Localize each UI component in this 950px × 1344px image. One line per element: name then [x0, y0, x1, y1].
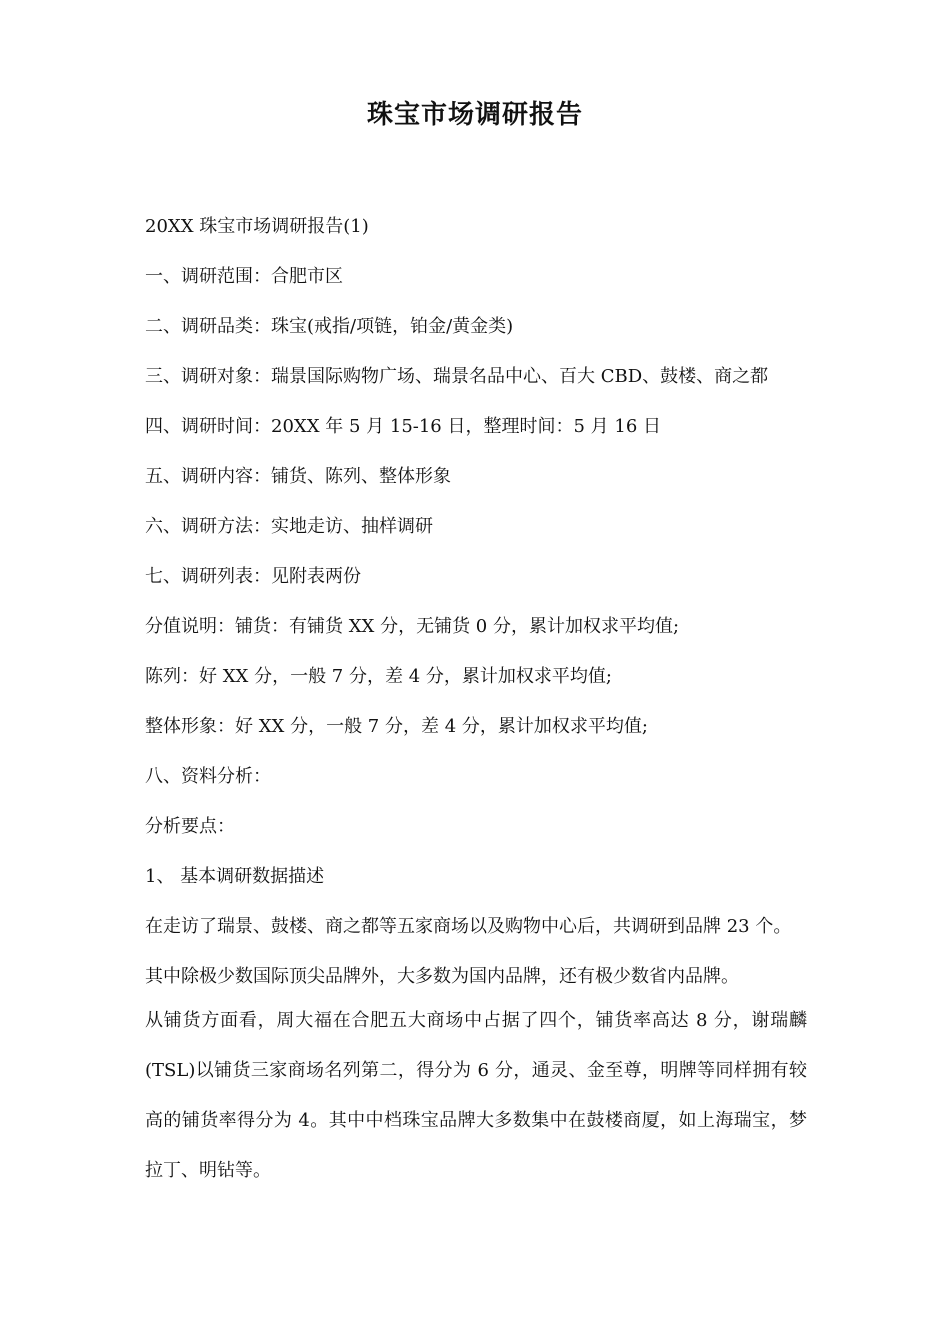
line-score-display: 陈列：好 XX 分，一般 7 分，差 4 分，累计加权求平均值; [145, 666, 612, 687]
line-survey-targets: 三、调研对象：瑞景国际购物广场、瑞景名品中心、百大 CBD、鼓楼、商之都 [145, 366, 769, 387]
line-survey-list: 七、调研列表：见附表两份 [145, 566, 361, 587]
report-subtitle: 20XX 珠宝市场调研报告(1) [145, 216, 369, 237]
line-survey-time: 四、调研时间：20XX 年 5 月 15-16 日，整理时间：5 月 16 日 [145, 416, 662, 437]
line-score-note: 分值说明：铺货：有铺货 XX 分，无铺货 0 分，累计加权求平均值; [145, 616, 680, 637]
line-basic-description: 1、 基本调研数据描述 [145, 866, 325, 887]
line-survey-method: 六、调研方法：实地走访、抽样调研 [145, 516, 433, 537]
line-score-image: 整体形象：好 XX 分，一般 7 分，差 4 分，累计加权求平均值; [145, 716, 648, 737]
line-visit-summary: 在走访了瑞景、鼓楼、商之都等五家商场以及购物中心后，共调研到品牌 23 个。 [145, 916, 792, 937]
line-analysis-points: 分析要点： [145, 816, 235, 837]
distribution-paragraph: 从铺货方面看，周大福在合肥五大商场中占据了四个，铺货率高达 8 分，谢瑞麟(TSL)以铺货三家商场名列第二，得分为 6 分，通灵、金至尊，明牌等同样拥有较高的铺货率得分为 4。其中中档珠宝品牌大多数集中在鼓楼商厦，如上海瑞宝，梦拉丁、明钻等。 [145, 1010, 807, 1181]
line-data-analysis: 八、资料分析： [145, 766, 271, 787]
line-survey-content: 五、调研内容：铺货、陈列、整体形象 [145, 466, 451, 487]
line-survey-category: 二、调研品类：珠宝(戒指/项链，铂金/黄金类) [145, 316, 514, 337]
line-survey-scope: 一、调研范围：合肥市区 [145, 266, 343, 287]
document-title: 珠宝市场调研报告 [366, 100, 583, 130]
line-brand-summary: 其中除极少数国际顶尖品牌外，大多数为国内品牌，还有极少数省内品牌。 [145, 966, 739, 987]
